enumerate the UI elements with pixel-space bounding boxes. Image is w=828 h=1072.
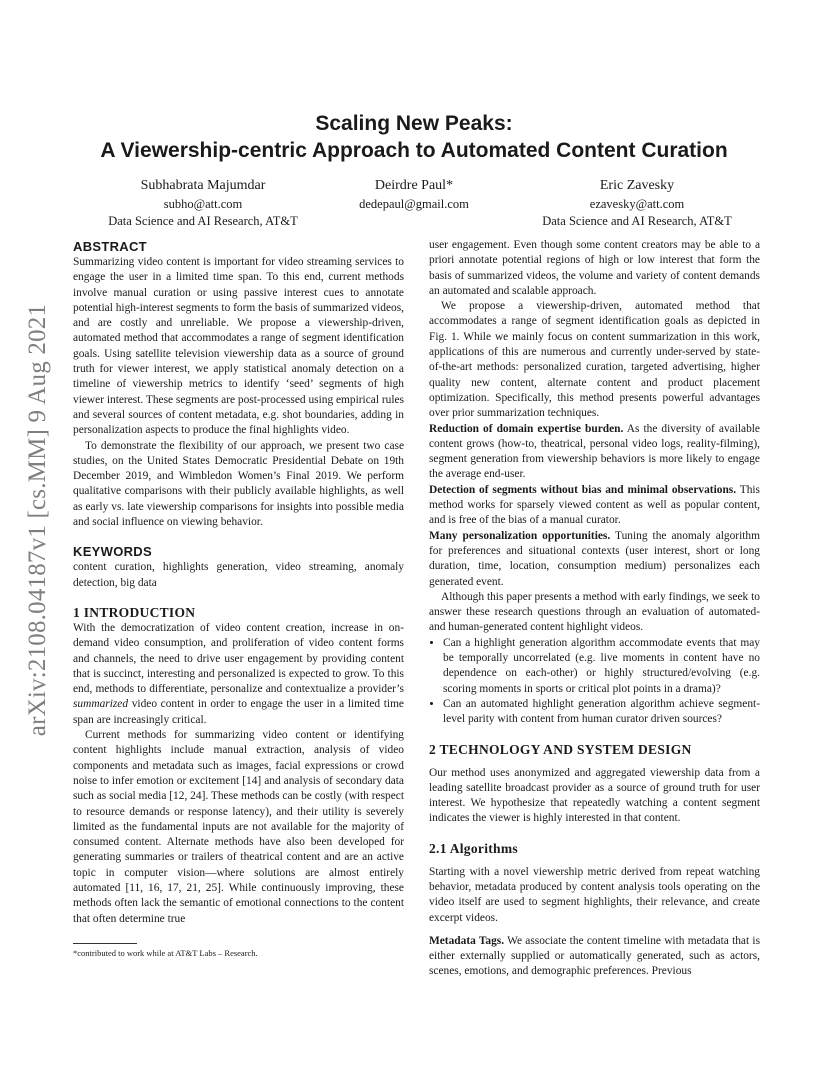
keywords-text: content curation, highlights generation, video streaming, anomaly detection, big data: [73, 561, 404, 589]
intro-paragraph: We propose a viewership-driven, automated method that accommodates a range of segment identification goals as depicted in Fig. 1. While we mainly focus on content summarization in this work, applications of this are numerous and currently under-served by state-of-the-art methods: personalized curation, targeted advertising, higher quality new content, alternate content and product placement optimization. Specifically, this method presents powerful advantages over prior summarization techniques.: [429, 300, 760, 420]
paper-title-line-2: A Viewership-centric Approach to Automated Content Curation: [100, 139, 728, 162]
author-block: [507, 176, 767, 230]
author-block: [284, 176, 544, 213]
abstract-paragraph: To demonstrate the flexibility of our approach, we present two case studies, on the United States Democratic Presidential Debate on 19th December 2019, and Wimbledon Women’s Final 2019. We perform qualitative comparisons with their publicly available highlights, as well as early vs. late viewership comparisons for insights into possible media and social influence on viewing behavior.: [73, 439, 404, 529]
author-affiliation: Data Science and AI Research, AT&T: [542, 214, 732, 228]
author-name: Deirdre Paul*: [374, 178, 454, 193]
intro-paragraph: Current methods for summarizing video content or identifying content highlights include manual extraction, analysis of video components and metadata such as images, facial expressions or crowd noise to infer emotion or excitement [14] and analysis of secondary data such as social media [12, 24]. These methods can be costly (with respect to resource demands or response latency), and their utility is severely limited as the fundamental inputs are not available for the majority of consumed content. Alternate methods have also been developed for generating summaries or trailers of theatrical content and are an active topic in computer vision—where solutions are almost entirely automated [11, 16, 17, 21, 25]. While continuously improving, these methods often lack the semantic of emotional connections to the content that often determine true: [73, 729, 404, 925]
abstract-paragraph: Summarizing video content is important for video streaming services to engage the user in a limited time span. To this end, current methods involve manual curation or using passive interest cues to annotate potential high-interest segments to form the basis of summarized videos, and are costly and unreliable. We propose a viewership-driven, automated method that accommodates a range of segment identification goals. Using satellite television viewership data as a source of ground truth for viewer interest, we apply statistical anomaly detection on a timeline of viewership metrics to identify ‘seed’ segments of high viewer interest. These segments are post-processed using empirical rules and several sources of content metadata, e.g. shot boundaries, adding in personalization aspects to produce the final highlights video.: [73, 256, 404, 437]
author-name: Subhabrata Majumdar: [140, 178, 266, 193]
advantage-paragraph: Detection of segments without bias and minimal observations. This method works for sparsely viewed content as well as popular content, and is free of the bias of a manual curator.: [429, 483, 760, 527]
intro-paragraph: With the democratization of video content creation, increase in on-demand video consumption, and proliferation of video content forms and channels, the need to drive user engagement by providing content that is succinct, interesting and personalized is expected to grow. To this end, methods to differentiate, personalize and contextualize a provider’s summarized video content in order to engage the user in a limited time span are increasingly critical.: [73, 621, 404, 726]
author-email: dedepaul@gmail.com: [359, 197, 469, 211]
list-item: • Can a highlight generation algorithm accommodate events that may be temporally uncorrelated (e.g. live moments in content have no dependence on each-other) or highly structured/evolving (e.g. scoring moments in sports or critical plot points in a drama)?: [443, 636, 760, 697]
intro-paragraph: Although this paper presents a method with early findings, we seek to answer these research questions through an evaluation of automated- and human-generated content highlight videos.: [429, 590, 760, 634]
intro-paragraph: user engagement. Even though some content creators may be able to a priori annotate potential regions of high or low interest that form the basis of summarized videos, the volume and variety of content demands an automated and scalable approach.: [429, 239, 760, 297]
tech-paragraph: Starting with a novel viewership metric derived from repeat watching behavior, metadata produced by content analysis tools operating on the video itself are used to segment highlights, their relevance, and create excerpt videos.: [429, 865, 760, 924]
introduction-heading: 1 INTRODUCTION: [73, 604, 196, 620]
list-item: • Can an automated highlight generation algorithm achieve segment-level parity with content from human curator driven sources?: [443, 697, 760, 728]
arxiv-identifier: arXiv:2108.04187v1 [cs.MM] 9 Aug 2021: [24, 303, 51, 737]
footnote-divider: [73, 943, 137, 944]
algorithms-heading: 2.1 Algorithms: [429, 840, 518, 856]
left-column: [73, 238, 404, 927]
technology-heading: 2 TECHNOLOGY AND SYSTEM DESIGN: [429, 741, 692, 757]
author-email: subho@att.com: [163, 197, 243, 211]
metadata-paragraph: Metadata Tags. We associate the content timeline with metadata that is either externally supplied or automatically generated, such as actors, scenes, emotions, and demographic preferences. Previous: [429, 934, 760, 978]
author-affiliation: Data Science and AI Research, AT&T: [108, 214, 298, 228]
abstract-heading: ABSTRACT: [73, 239, 147, 254]
tech-paragraph: Our method uses anonymized and aggregated viewership data from a leading satellite broadcast provider as a source of ground truth for user interest. We hypothesize that repeatedly watching a content segment indicates the viewer is highly interested in that content.: [429, 766, 760, 825]
research-questions-list: [429, 636, 760, 728]
arxiv-stamp: [18, 280, 58, 760]
keywords-heading: KEYWORDS: [73, 544, 152, 560]
paper-title-line-1: Scaling New Peaks:: [315, 112, 513, 135]
author-name: Eric Zavesky: [599, 178, 675, 193]
footnote: *contributed to work while at AT&T Labs – Research.: [73, 948, 258, 958]
advantage-paragraph: Many personalization opportunities. Tuning the anomaly algorithm for preferences and situational contexts (user interest, short or long duration, time, location, consumption medium) personalizes each generated event.: [429, 529, 760, 588]
right-column: [429, 238, 760, 980]
emphasis: summarized: [73, 698, 129, 711]
author-email: ezavesky@att.com: [589, 197, 685, 211]
advantage-paragraph: Reduction of domain expertise burden. As the diversity of available content grows (how-to, theatrical, personal video logs, reality-filming), segment generation from viewership behaviors is more likely to engage the average end-user.: [429, 422, 760, 481]
